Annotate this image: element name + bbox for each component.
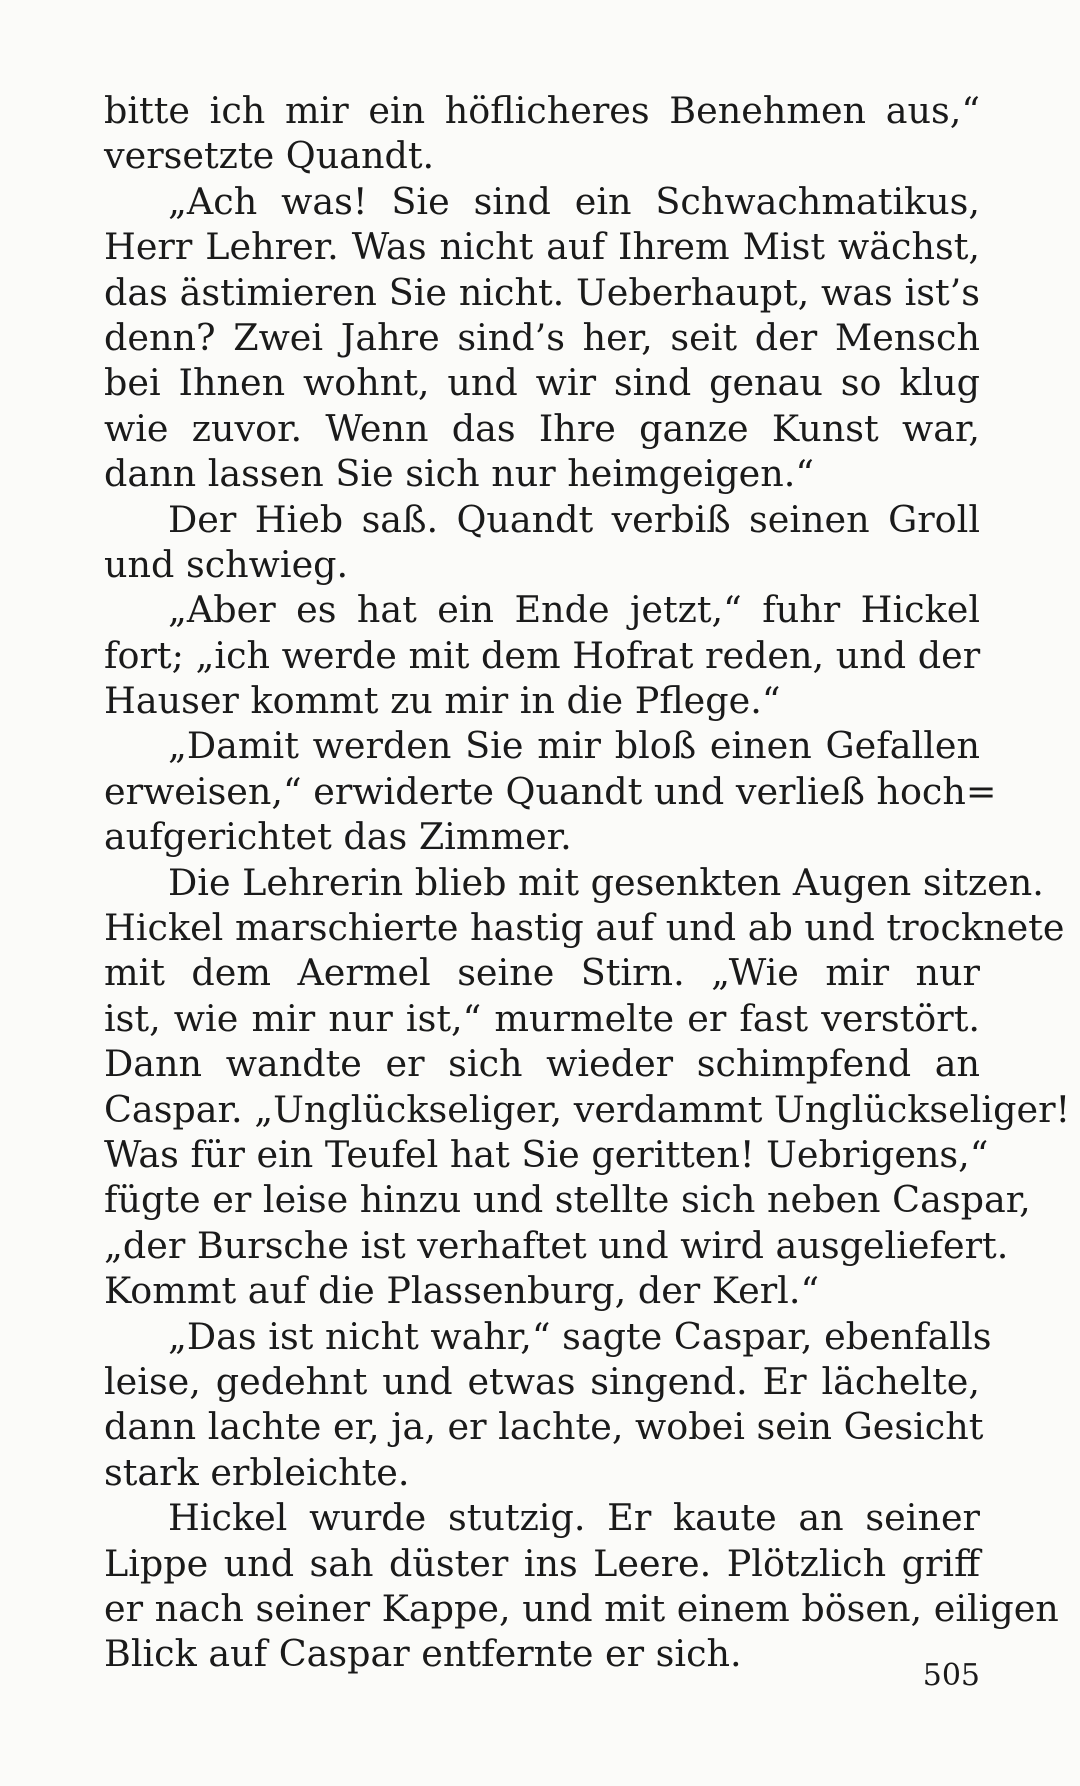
text-line: Lippe und sah düster ins Leere. Plötzlich griff <box>104 1541 980 1585</box>
text-line: dann lassen Sie sich nur heimgeigen.“ <box>104 452 815 496</box>
text-line: „Aber es hat ein Ende jetzt,“ fuhr Hickel <box>168 588 980 632</box>
text-line: versetzte Quandt. <box>104 134 435 178</box>
text-line: mit dem Aermel seine Stirn. „Wie mir nur <box>104 951 980 995</box>
text-line: wie zuvor. Wenn das Ihre ganze Kunst war, <box>104 406 980 450</box>
text-line: Kommt auf die Plassenburg, der Kerl.“ <box>104 1269 820 1313</box>
text-line: „Ach was! Sie sind ein Schwachmatikus, <box>168 179 980 223</box>
text-line: fügte er leise hinzu und stellte sich neben Caspar, <box>104 1178 1031 1222</box>
text-line: „Damit werden Sie mir bloß einen Gefallen <box>168 724 980 768</box>
text-line: er nach seiner Kappe, und mit einem bösen, eiligen <box>104 1586 1059 1630</box>
text-line: Was für ein Teufel hat Sie geritten! Uebrigens,“ <box>104 1132 989 1176</box>
text-line: Der Hieb saß. Quandt verbiß seinen Groll <box>168 497 980 541</box>
body-text <box>104 88 1071 1677</box>
text-line: aufgerichtet das Zimmer. <box>104 815 572 859</box>
text-line: ist, wie mir nur ist,“ murmelte er fast verstört. <box>104 996 980 1040</box>
text-line: bitte ich mir ein höflicheres Benehmen aus,“ <box>104 89 980 132</box>
text-line: Hickel wurde stutzig. Er kaute an seiner <box>168 1496 980 1540</box>
text-line: und schwieg. <box>104 542 349 586</box>
text-line: „der Bursche ist verhaftet und wird ausgeliefert. <box>104 1223 1009 1267</box>
text-line: das ästimieren Sie nicht. Ueberhaupt, was ist’s <box>104 270 980 314</box>
text-line: fort; „ich werde mit dem Hofrat reden, und der <box>104 633 981 677</box>
text-line: Blick auf Caspar entfernte er sich. <box>104 1632 742 1676</box>
text-line: Herr Lehrer. Was nicht auf Ihrem Mist wächst, <box>104 225 980 269</box>
text-line: Dann wandte er sich wieder schimpfend an <box>104 1042 980 1086</box>
text-line: Hauser kommt zu mir in die Pflege.“ <box>104 679 781 723</box>
text-line: dann lachte er, ja, er lachte, wobei sein Gesicht <box>104 1405 984 1449</box>
text-line: erweisen,“ erwiderte Quandt und verließ hoch= <box>104 769 997 813</box>
text-line: „Das ist nicht wahr,“ sagte Caspar, ebenfalls <box>168 1314 992 1358</box>
text-line: leise, gedehnt und etwas singend. Er lächelte, <box>104 1359 980 1403</box>
text-line: Caspar. „Unglückseliger, verdammt Unglückseliger! <box>104 1087 1071 1131</box>
page-number: 505 <box>922 1658 980 1693</box>
text-line: bei Ihnen wohnt, und wir sind genau so klug <box>104 361 980 405</box>
text-line: Die Lehrerin blieb mit gesenkten Augen sitzen. <box>168 860 1044 904</box>
text-line: Hickel marschierte hastig auf und ab und trocknete <box>104 906 1065 950</box>
text-line: stark erbleichte. <box>104 1450 410 1494</box>
text-line: denn? Zwei Jahre sind’s her, seit der Mensch <box>104 315 980 359</box>
